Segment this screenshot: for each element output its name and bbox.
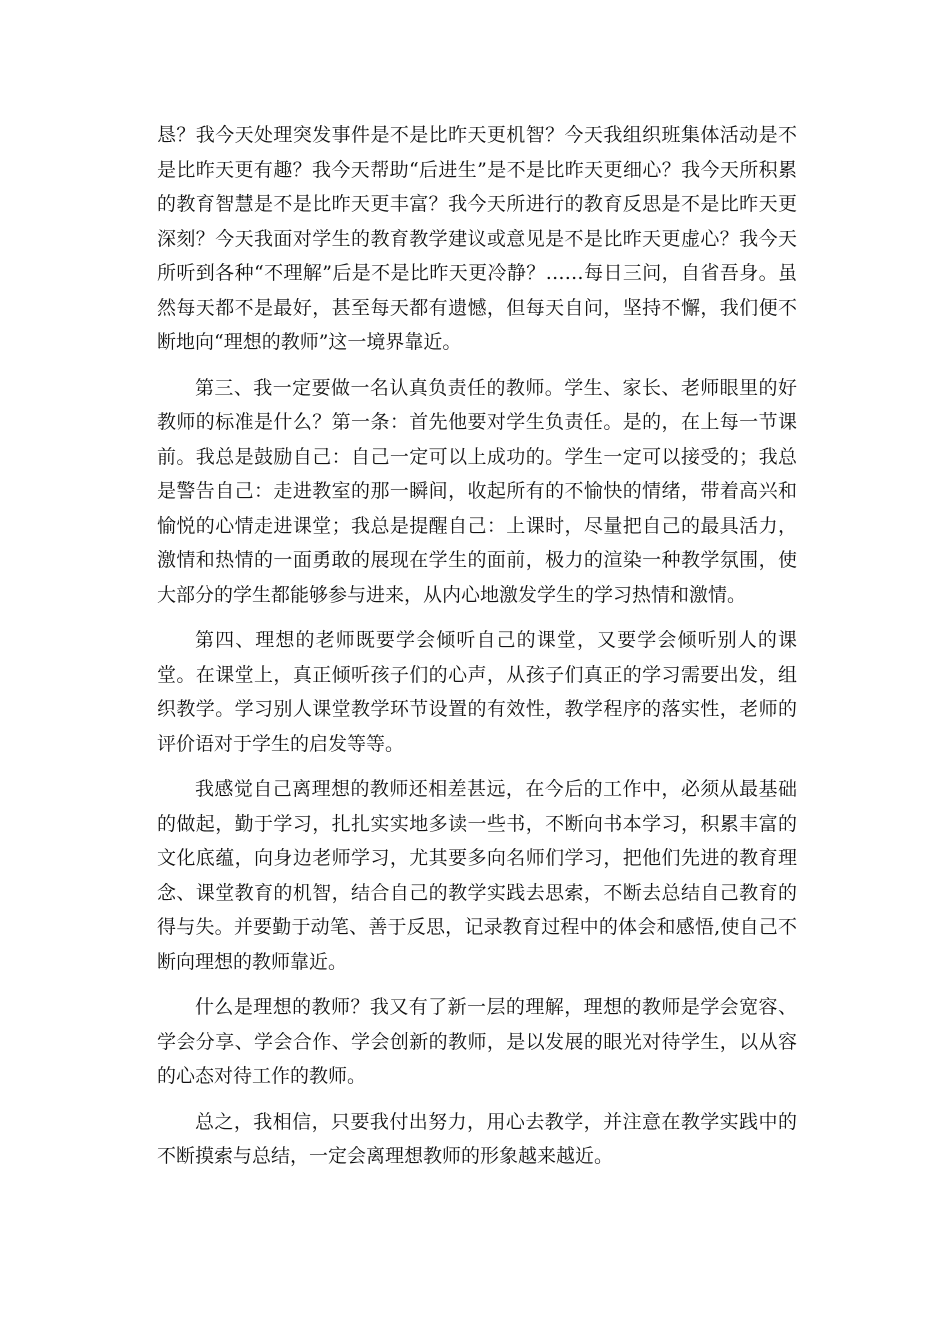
- paragraph-conclusion: 总之，我相信，只要我付出努力，用心去教学，并注意在教学实践中的不断摸索与总结，一定会离理想教师的形象越来越近。: [157, 1110, 797, 1167]
- paragraph-fourth-point: 第四、理想的老师既要学会倾听自己的课堂，又要学会倾听别人的课堂。在课堂上，真正倾听孩子们的心声，从孩子们真正的学习需要出发，组织教学。学习别人课堂教学环节设置的有效性，教学程序的落实性，老师的评价语对于学生的启发等等。: [157, 629, 797, 755]
- paragraph-third-point: 第三、我一定要做一名认真负责任的教师。学生、家长、老师眼里的好教师的标准是什么？第一条：首先他要对学生负责任。是的，在上每一节课前。我总是鼓励自己：自己一定可以上成功的。学生一定可以接受的；我总是警告自己：走进教室的那一瞬间，收起所有的不愉快的情绪，带着高兴和愉悦的心情走进课堂；我总是提醒自己：上课时，尽量把自己的最具活力，激情和热情的一面勇敢的展现在学生的面前，极力的渲染一种教学氛围，使大部分的学生都能够参与进来，从内心地激发学生的学习热情和激情。: [157, 376, 797, 606]
- paragraph-self-reflection: 我感觉自己离理想的教师还相差甚远，在今后的工作中，必须从最基础的做起，勤于学习，扎扎实实地多读一些书，不断向书本学习，积累丰富的文化底蕴，向身边老师学习，尤其要多向名师们学习，把他们先进的教育理念、课堂教育的机智，结合自己的教学实践去思索，不断去总结自己教育的得与失。并要勤于动笔、善于反思，记录教育过程中的体会和感悟,使自己不断向理想的教师靠近。: [157, 778, 797, 973]
- document-body: [157, 118, 797, 1185]
- paragraph-ideal-teacher: 什么是理想的教师？我又有了新一层的理解，理想的教师是学会宽容、学会分享、学会合作、学会创新的教师，是以发展的眼光对待学生，以从容的心态对待工作的教师。: [157, 996, 797, 1087]
- paragraph-continuation: 恳？我今天处理突发事件是不是比昨天更机智？今天我组织班集体活动是不是比昨天更有趣？我今天帮助“后进生”是不是比昨天更细心？我今天所积累的教育智慧是不是比昨天更丰富？我今天所进行的教育反思是不是比昨天更深刻？今天我面对学生的教育教学建议或意见是不是比昨天更虚心？我今天所听到各种“不理解”后是不是比昨天更冷静？……每日三问，自省吾身。虽然每天都不是最好，甚至每天都有遗憾，但每天自问，坚持不懈，我们便不断地向“理想的教师”这一境界靠近。: [157, 124, 797, 353]
